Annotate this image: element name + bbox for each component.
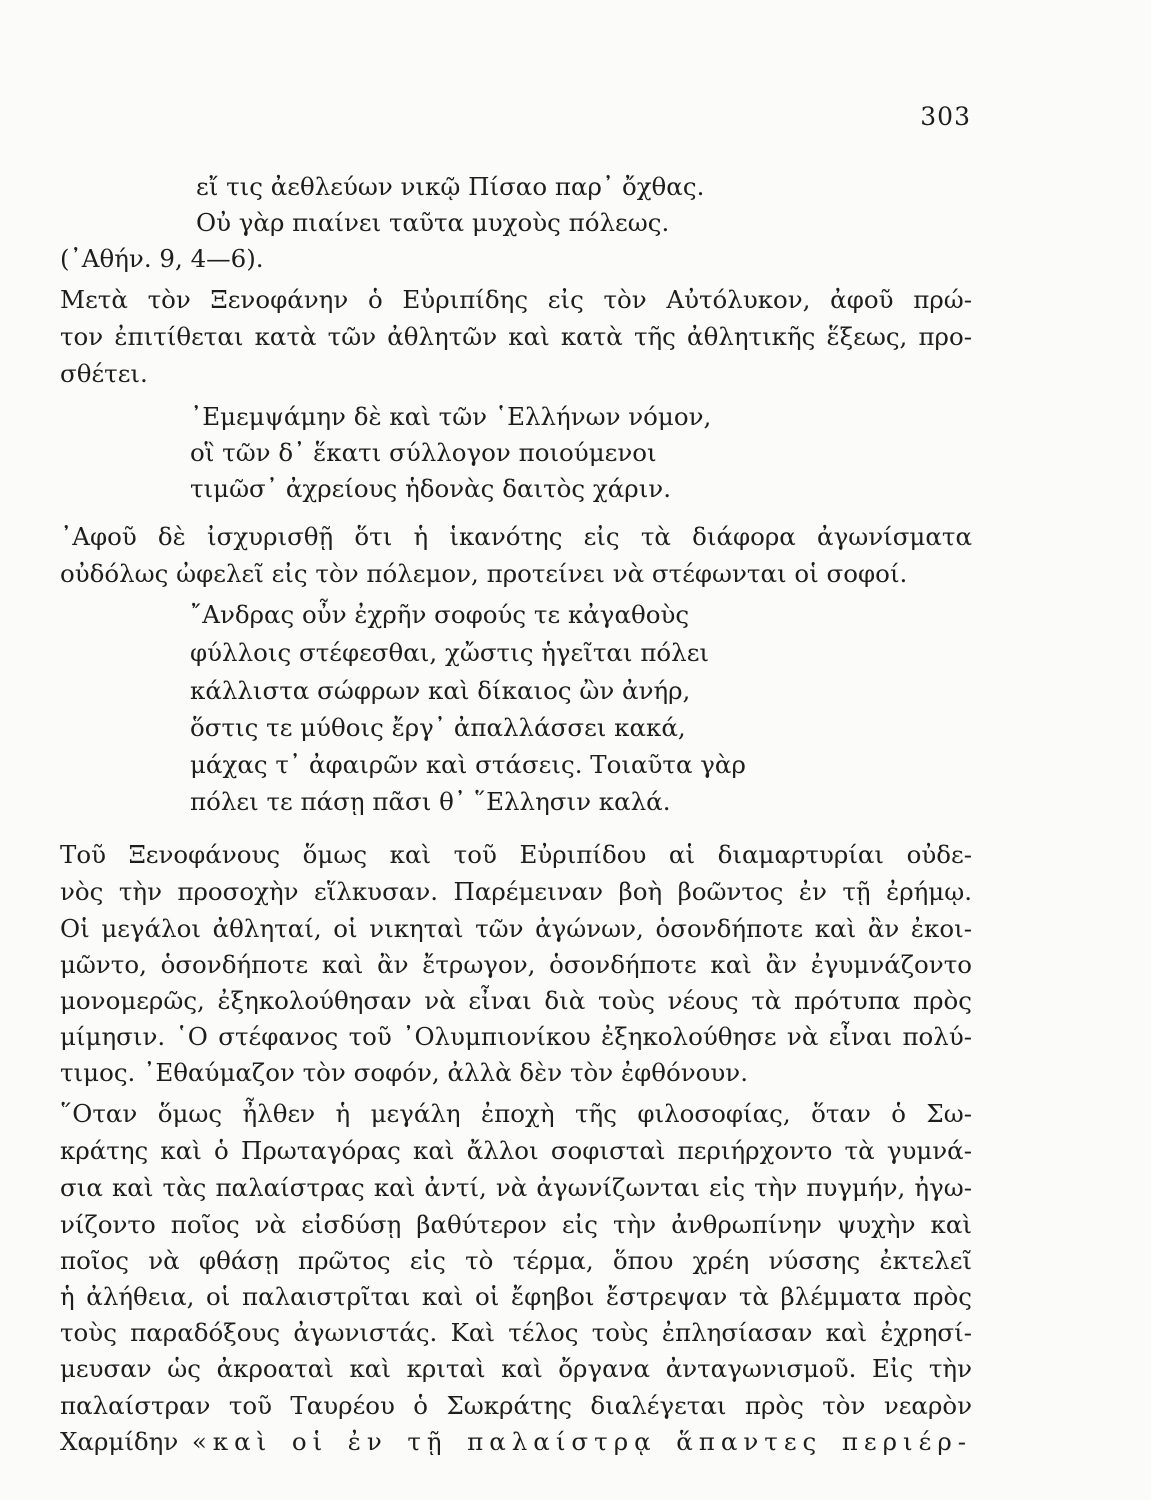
paragraph-line: νίζοντο ποῖος νὰ εἰσδύσῃ βαθύτερον εἰς τὴν ἀνθρωπίνην ψυχὴν καὶ bbox=[60, 1210, 972, 1239]
paragraph-line: μευσαν ὡς ἀκροαταὶ καὶ κριταὶ καὶ ὄργανα ἀνταγωνισμοῦ. Εἰς τὴν bbox=[60, 1354, 972, 1383]
paragraph-line-last bbox=[60, 1425, 972, 1459]
quote-line: φύλλοις στέφεσθαι, χὤστις ἡγεῖται πόλει bbox=[190, 638, 709, 667]
paragraph-line: μῶντο, ὁσονδήποτε καὶ ἂν ἔτρωγον, ὁσονδήποτε καὶ ἂν ἐγυμνάζοντο bbox=[60, 950, 972, 979]
paragraph-line: μίμησιν. ῾Ο στέφανος τοῦ ᾽Ολυμπιονίκου ἐξηκολούθησε νὰ εἶναι πολύ- bbox=[60, 1022, 972, 1051]
quote-line: Οὐ γὰρ πιαίνει ταῦτα μυχοὺς πόλεως. bbox=[196, 208, 670, 237]
paragraph-line: οὐδόλως ὠφελεῖ εἰς τὸν πόλεμον, προτείνει νὰ στέφωνται οἱ σοφοί. bbox=[60, 559, 908, 588]
quote-line: τιμῶσ᾽ ἀχρείους ἡδονὰς δαιτὸς χάριν. bbox=[190, 474, 671, 503]
paragraph-line: ᾽Αφοῦ δὲ ἰσχυρισθῇ ὅτι ἡ ἱκανότης εἰς τὰ διάφορα ἀγωνίσματα bbox=[60, 522, 972, 551]
paragraph-line: τιμος. ᾽Εθαύμαζον τὸν σοφόν, ἀλλὰ δὲν τὸν ἐφθόνουν. bbox=[60, 1058, 748, 1087]
paragraph-line: κράτης καὶ ὁ Πρωταγόρας καὶ ἄλλοι σοφισταὶ περιήρχοντο τὰ γυμνά- bbox=[60, 1136, 972, 1165]
paragraph-line: σια καὶ τὰς παλαίστρας καὶ ἀντί, νὰ ἀγωνίζωνται εἰς τὴν πυγμήν, ἠγω- bbox=[60, 1173, 972, 1202]
paragraph-line: Οἱ μεγάλοι ἀθληταί, οἱ νικηταὶ τῶν ἀγώνων, ὁσονδήποτε καὶ ἂν ἐκοι- bbox=[60, 914, 972, 943]
paragraph-line: τον ἐπιτίθεται κατὰ τῶν ἀθλητῶν καὶ κατὰ τῆς ἀθλητικῆς ἕξεως, προ- bbox=[60, 322, 972, 351]
quote-line: ῎Ανδρας οὖν ἐχρῆν σοφούς τε κἀγαθοὺς bbox=[190, 600, 690, 629]
quote-line: εἴ τις ἀεθλεύων νικῷ Πίσαο παρ᾽ ὄχθας. bbox=[196, 172, 705, 201]
citation: (᾽Αθήν. 9, 4—6). bbox=[60, 244, 264, 273]
page-number: 303 bbox=[920, 102, 971, 131]
paragraph-line: τοὺς παραδόξους ἀγωνιστάς. Καὶ τέλος τοὺς ἐπλησίασαν καὶ ἐχρησί- bbox=[60, 1318, 972, 1347]
paragraph-line: μονομερῶς, ἐξηκολούθησαν νὰ εἶναι διὰ τοὺς νέους τὰ πρότυπα πρὸς bbox=[60, 986, 972, 1015]
quote-line: ᾽Εμεμψάμην δὲ καὶ τῶν ῾Ελλήνων νόμον, bbox=[190, 402, 712, 431]
paragraph-line: ἡ ἀλήθεια, οἱ παλαιστρῖται καὶ οἱ ἔφηβοι ἔστρεψαν τὰ βλέμματα πρὸς bbox=[60, 1282, 972, 1311]
paragraph-line: σθέτει. bbox=[60, 359, 148, 388]
paragraph-line: Μετὰ τὸν Ξενοφάνην ὁ Εὐριπίδης εἰς τὸν Αὐτόλυκον, ἀφοῦ πρώ- bbox=[60, 285, 972, 314]
last-line-spaced: «καὶ οἱ ἐν τῇ παλαίστρᾳ ἅπαντες περιέρ- bbox=[191, 1427, 972, 1456]
quote-line: κάλλιστα σώφρων καὶ δίκαιος ὢν ἀνήρ, bbox=[190, 676, 691, 705]
paragraph-line: Τοῦ Ξενοφάνους ὅμως καὶ τοῦ Εὐριπίδου αἱ διαμαρτυρίαι οὐδε- bbox=[60, 840, 972, 869]
last-line-start: Χαρμίδην bbox=[60, 1427, 179, 1456]
paragraph-line: ποῖος νὰ φθάσῃ πρῶτος εἰς τὸ τέρμα, ὅπου χρέη νύσσης ἐκτελεῖ bbox=[60, 1246, 972, 1275]
paragraph-line: παλαίστραν τοῦ Ταυρέου ὁ Σωκράτης διαλέγεται πρὸς τὸν νεαρὸν bbox=[60, 1391, 972, 1420]
paragraph-line: ῞Οταν ὅμως ἦλθεν ἡ μεγάλη ἐποχὴ τῆς φιλοσοφίας, ὅταν ὁ Σω- bbox=[60, 1099, 972, 1128]
quote-line: μάχας τ᾽ ἀφαιρῶν καὶ στάσεις. Τοιαῦτα γὰρ bbox=[190, 750, 746, 779]
quote-line: πόλει τε πάσῃ πᾶσι θ᾽ ῞Ελλησιν καλά. bbox=[190, 787, 671, 816]
quote-line: οἳ τῶν δ᾽ ἕκατι σύλλογον ποιούμενοι bbox=[190, 438, 657, 467]
quote-line: ὅστις τε μύθοις ἔργ᾽ ἀπαλλάσσει κακά, bbox=[190, 713, 686, 742]
paragraph-line: νὸς τὴν προσοχὴν εἵλκυσαν. Παρέμειναν βοὴ βοῶντος ἐν τῇ ἐρήμῳ. bbox=[60, 877, 972, 906]
